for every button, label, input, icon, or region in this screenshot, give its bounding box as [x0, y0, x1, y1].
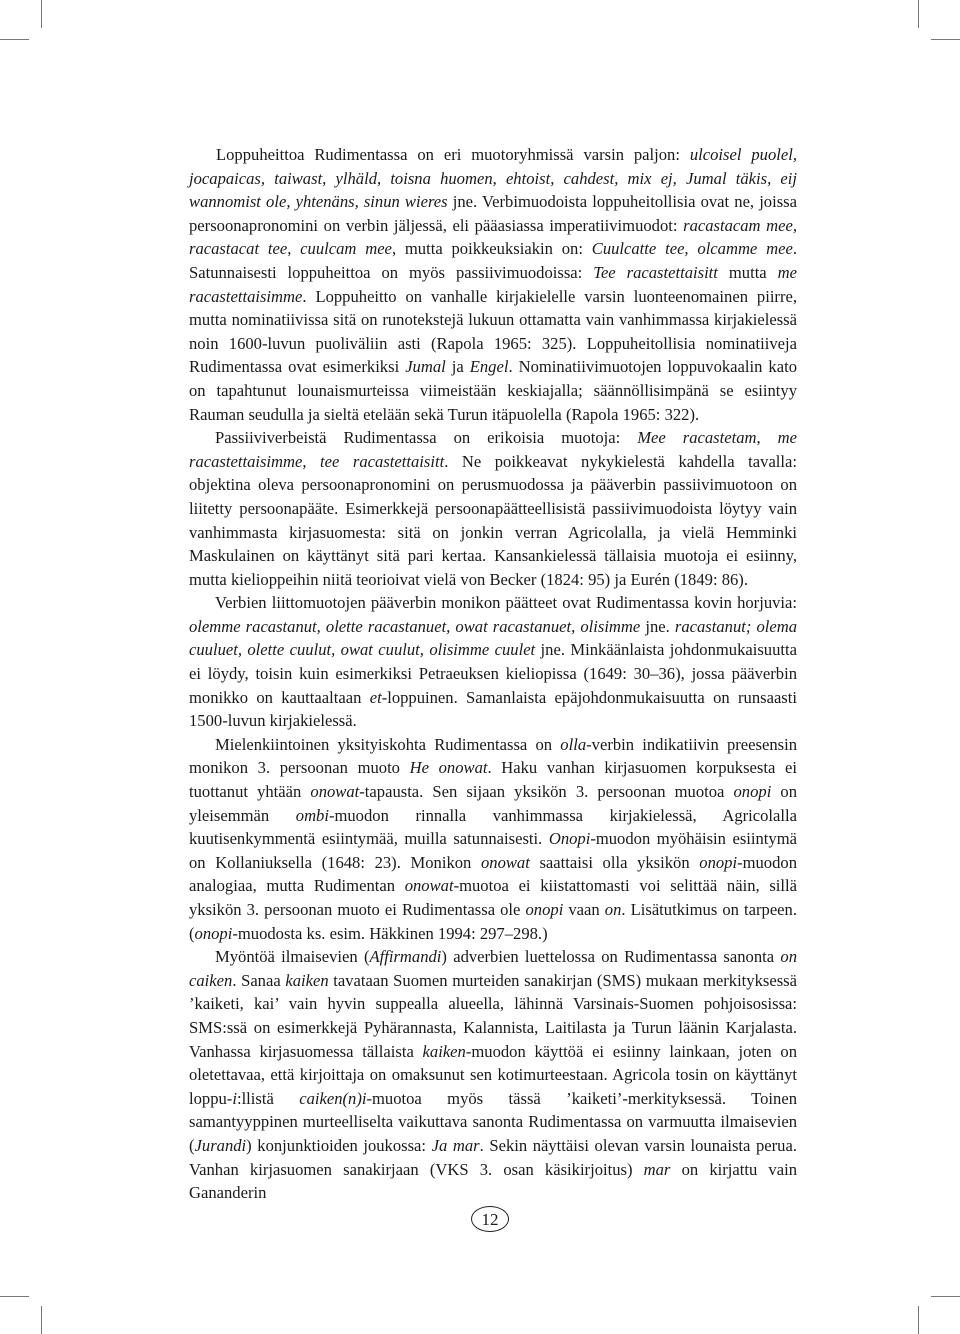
text-run: jne.	[640, 616, 675, 636]
text-run: Mielenkiintoinen yksityiskohta Rudimentassa on	[215, 734, 561, 754]
text-run: -muodon rinnalla vanhimmassa kirjakielessä, Agricolalla kuutisenkymmentä esiintymää, muilla satunnaisesti.	[189, 805, 797, 849]
italic-run: He onowat	[409, 758, 488, 778]
text-run: Loppuheittoa Rudimentassa on eri muotoryhmissä varsin paljon:	[216, 145, 690, 164]
crop-mark	[918, 0, 919, 28]
crop-mark	[918, 1306, 919, 1334]
text-run: -muodon myöhäisin esiintymä on Kollaniuksella (1648: 23). Monikon	[189, 829, 797, 872]
italic-run: onowat	[480, 852, 530, 872]
paragraph	[189, 591, 797, 733]
italic-run: Tee racastettaisitt	[593, 262, 718, 282]
italic-run: racastacam mee, racastacat tee, cuulcam mee	[189, 215, 798, 259]
italic-run: Mee racastetam	[637, 428, 757, 448]
text-run: . Sanaa	[232, 970, 286, 990]
italic-run: ulcoisel puolel, jocapaicas, taiwast, ylhäld, toisna huomen, ehtoist, cahdest, mix ej, Jumal täkis, eij wannomist ole, yhtenäns, sinun wieres	[189, 145, 797, 212]
italic-run: Cuulcatte tee, olcamme mee	[591, 239, 793, 259]
italic-run: i	[232, 1088, 237, 1108]
text-run: -verbin indikatiivin preesensin monikon 3. persoonan muoto	[189, 734, 797, 778]
crop-mark	[41, 0, 42, 28]
italic-run: Jumal	[405, 357, 446, 377]
text-run: . Lisätutkimus on tarpeen. (	[189, 900, 797, 943]
text-run: Verbien liittomuotojen pääverbin monikon päätteet ovat Rudimentassa kovin horjuvia:	[215, 593, 797, 613]
italic-run: me racastettaisimme	[189, 262, 797, 306]
text-run: ) konjunktioiden joukossa:	[246, 1135, 432, 1155]
italic-run: kaiken	[285, 970, 329, 990]
page-number-text: 12	[481, 1209, 499, 1229]
italic-run: mar	[643, 1159, 671, 1179]
text-run: . Nominatiivimuotojen loppuvokaalin kato on tapahtunut lounaismurteissa viimeistään keskiajalla; säännöllisimpänä se esiintyy Rauman seudulla ja sieltä etelään sekä Turun itäpuolella (Rapola 1965: 322).	[189, 357, 797, 424]
text-run: on yleisemmän	[189, 782, 797, 825]
text-run: tavataan Suomen murteiden sanakirjan (SMS) mukaan merkityksessä ’kaiketi, kai’ vain hyvin suppealla alueella, lähinnä Varsinais-Suomen pohjoisosissa: SMS:ssä on esimerkkejä Pyhärannasta, Kalannista, Laitilasta ja Turun läänin Karjalasta. Vanhassa kirjasuomessa tällaista	[189, 970, 797, 1061]
paragraph	[189, 945, 797, 1205]
paragraph	[189, 143, 797, 426]
italic-run: onowat	[404, 876, 454, 896]
italic-run: kaiken	[422, 1041, 466, 1061]
italic-run: onopi	[733, 782, 772, 802]
text-run: -loppuinen. Samanlaista epäjohdonmukaisuutta on runsaasti 1500-luvun kirjakielessä.	[189, 687, 797, 731]
italic-run: olla	[560, 734, 587, 754]
italic-run: onopi	[194, 923, 233, 943]
text-run: :llistä	[236, 1088, 300, 1108]
text-run: on kirjattu vain Gananderin	[189, 1159, 797, 1203]
text-run: . Ne poikkeavat nykykielestä kahdella tavalla: objektina oleva persoonapronomini on perusmuodossa ja pääverbin passiivimuotoon on liitetty persoonapääte. Esimerkkejä persoonapäätteellisistä passiivimuodoista löytyy vain vanhimmasta kirjasuomesta: sitä on jonkin verran Agricolalla, ja vielä Hemminki Maskulainen on käyttänyt sitä pari kertaa. Kansankielessä tällaisia muotoja ei esiinny, mutta kielioppeihin niitä teorioivat vielä von Becker (1824: 95) ja Eurén (1849: 86).	[189, 451, 797, 589]
crop-mark	[0, 1296, 29, 1297]
text-run: . Loppuheitto on vanhalle kirjakielelle varsin luonteenomainen piirre, mutta nominatiivissa sitä on runotekstejä lukuun ottamatta vain vanhimmassa kirjakielessä noin 1600-luvun puoliväliin asti (Rapola 1965: 325). Loppuheitollisia nominatiiveja Rudimentassa ovat esimerkiksi	[189, 286, 797, 377]
page-number	[471, 1206, 509, 1232]
text-run: . Satunnaisesti loppuheittoa on myös passiivimuodoissa:	[189, 239, 797, 282]
text-run: -tapausta. Sen sijaan yksikön 3. persoonan muotoa	[359, 782, 734, 802]
italic-run: et	[369, 687, 382, 707]
italic-run: me racastettaisimme, tee racastettaisitt	[189, 428, 797, 471]
text-run: . Haku vanhan kirjasuomen korpuksesta ei tuottanut yhtään	[189, 758, 797, 802]
italic-run: onopi	[699, 852, 738, 872]
crop-mark	[931, 39, 960, 40]
text-run: ,	[756, 428, 778, 448]
text-run: . Sekin näyttäisi olevan varsin lounaista perua. Vanhan kirjasuomen sanakirjaan (VKS 3. osan käsikirjoitus)	[189, 1135, 797, 1179]
italic-run: Jurandi	[194, 1135, 247, 1155]
text-run: -muotoa myös tässä ’kaiketi’-merkityksessä. Toinen samantyyppinen murteelliselta vaikuttava sanonta Rudimentassa on varmuutta ilmaisevien (	[189, 1088, 797, 1155]
text-run: Passiiviverbeistä Rudimentassa on erikoisia muotoja:	[215, 428, 638, 448]
text-run: ) adverbien luettelossa on Rudimentassa sanonta	[441, 947, 781, 967]
italic-run: caiken(n)i	[299, 1088, 367, 1108]
paragraph	[189, 733, 797, 945]
italic-run: Engel	[469, 357, 509, 377]
italic-run: olemme racastanut, olette racastanuet, owat racastanuet, olisimme	[189, 616, 641, 636]
italic-run: ombi	[295, 805, 329, 825]
text-run: mutta	[717, 262, 778, 282]
italic-run: on	[604, 900, 622, 919]
italic-run: Ja mar	[431, 1135, 480, 1155]
text-run: saattaisi olla yksikön	[529, 852, 700, 872]
text-run: -muotoa ei kiistattomasti voi selittää näin, sillä yksikön 3. persoonan muoto ei Rudimentassa ole	[189, 876, 797, 919]
italic-run: onowat	[310, 782, 360, 802]
text-run: vaan	[563, 900, 605, 919]
text-run: jne. Minkäänlaista johdonmukaisuutta ei löydy, toisin kuin esimerkiksi Petraeuksen kieliopissa (1649: 30–36), jossa pääverbin monikko on kauttaaltaan	[189, 640, 797, 707]
italic-run: racastanut; olema cuuluet, olette cuulut, owat cuulut, olisimme cuulet	[189, 616, 798, 660]
paragraph	[189, 426, 797, 591]
italic-run: onopi	[525, 900, 564, 919]
italic-run: on caiken	[189, 947, 797, 990]
text-run: ja	[445, 357, 470, 377]
crop-mark	[931, 1296, 960, 1297]
text-run: , mutta poikkeuksiakin on:	[391, 239, 592, 259]
body-text	[189, 143, 797, 1205]
italic-run: Affirmandi	[369, 947, 442, 967]
italic-run: Onopi	[548, 829, 591, 849]
text-run: Myöntöä ilmaisevien (	[215, 947, 370, 967]
crop-mark	[41, 1306, 42, 1334]
text-run: jne. Verbimuodoista loppuheitollisia ovat ne, joissa persoonapronomini on verbin jäljessä, eli pääasiassa imperatiivimuodot:	[189, 192, 797, 235]
crop-mark	[0, 39, 29, 40]
text-run: -muodon käyttöä ei esiinny lainkaan, joten on oletettavaa, että kirjoittaja on omaksunut sen kotimurteestaan. Agricola tosin on käyttänyt loppu-	[189, 1041, 798, 1108]
text-run: -muodon analogiaa, mutta Rudimentan	[189, 852, 797, 896]
text-run: -muodosta ks. esim. Häkkinen 1994: 297–298.)	[232, 923, 548, 943]
